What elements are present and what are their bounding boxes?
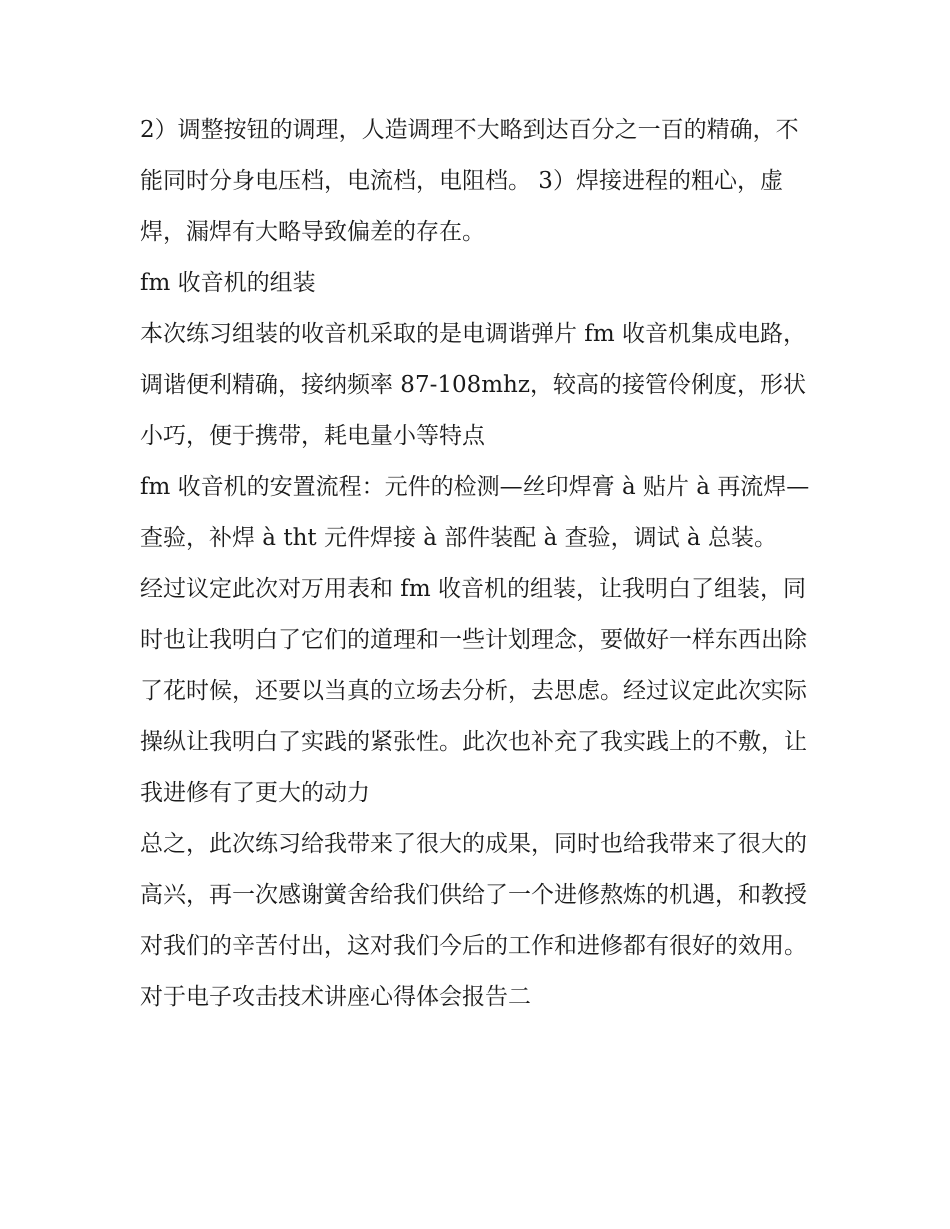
paragraph-radio-description: 本次练习组装的收音机采取的是电调谐弹片 fm 收音机集成电路，调谐便利精确，接纳频率 87-108mhz，较高的接管伶俐度，形状小巧，便于携带，耗电量小等特点 (140, 321, 806, 449)
paragraph-conclusion: 总之，此次练习给我带来了很大的成果，同时也给我带来了很大的高兴，再一次感谢黉舍给我们供给了一个进修熬炼的机遇，和教授对我们的辛苦付出，这对我们今后的工作和进修都有很好的效用。 (140, 831, 807, 959)
document-body (140, 105, 820, 1023)
paragraph-reflection: 经过议定此次对万用表和 fm 收音机的组装，让我明白了组装，同时也让我明白了它们的道理和一些计划理念，要做好一样东西出除了花时候，还要以当真的立场去分析，去思虑。经过议定此次实际操纵让我明白了实践的紧张性。此次也补充了我实践上的不敷，让我进修有了更大的动力 (140, 576, 807, 806)
heading-report-two: 对于电子攻击技术讲座心得体会报告二 (140, 984, 531, 1010)
paragraph-installation-process: fm 收音机的安置流程：元件的检测—丝印焊膏 à 贴片 à 再流焊—查验，补焊 à tht 元件焊接 à 部件装配 à 查验，调试 à 总装。 (140, 474, 810, 551)
heading-fm-radio-assembly: fm 收音机的组装 (140, 270, 316, 296)
paragraph-error-sources: 2）调整按钮的调理，人造调理不大略到达百分之一百的精确，不能同时分身电压档，电流档，电阻档。 3）焊接进程的粗心，虚焊，漏焊有大略导致偏差的存在。 (140, 117, 799, 245)
